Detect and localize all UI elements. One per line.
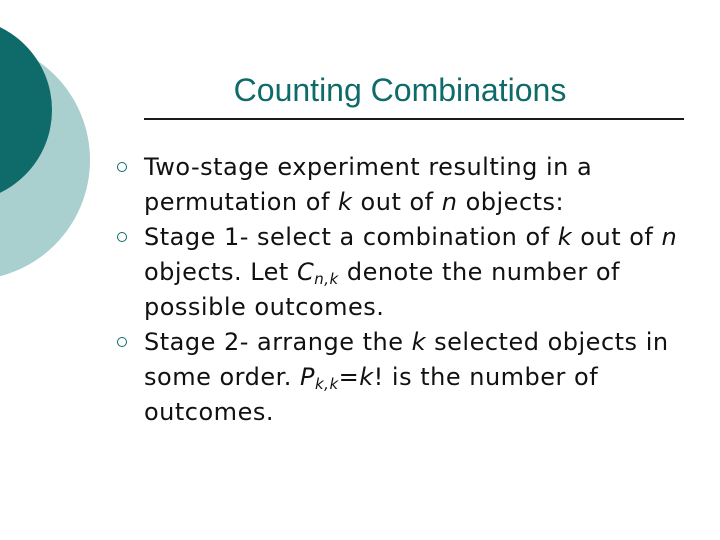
hollow-circle-bullet-icon [117,162,127,172]
bullet-text-segment: denote the number of possible outcomes. [144,258,620,321]
hollow-circle-bullet-icon [117,337,127,347]
bullet-text-segment: Two-stage experiment resulting in a permutation of [144,153,593,216]
bullet-text-segment: selected objects in some order. [144,328,669,391]
bullet-text-segment: ! is the number of outcomes. [144,363,599,426]
bullet-text-segment: k [338,188,353,216]
slide-title: Counting Combinations [233,72,567,108]
bullet-text-segment: k [359,363,374,391]
bullet-text-segment: = [338,363,360,391]
bullet-text-segment: n,k [314,270,339,288]
bullet-text-segment: n [441,188,458,216]
bullet-item [117,325,707,430]
bullet-text-segment: objects. Let [144,258,297,286]
bullet-text-segment: objects: [457,188,565,216]
bullet-text-segment: C [296,258,315,286]
bullet-list [117,150,707,430]
bullet-item [117,220,707,325]
hollow-circle-bullet-icon [117,232,127,242]
bullet-text-segment: out of [572,223,662,251]
bullet-text-segment: k [557,223,573,251]
bullet-text-segment: Stage 1- select a combination of [144,223,558,251]
bullet-text-segment: out of [352,188,442,216]
bullet-text-segment: Stage 2- arrange the [144,328,412,356]
bullet-text-segment: k [411,328,427,356]
title-divider [144,118,684,120]
bullet-item [117,150,707,220]
bullet-text-segment: k,k [315,375,339,393]
bullet-text-segment: P [300,363,315,391]
bullet-text-segment: n [661,223,678,251]
